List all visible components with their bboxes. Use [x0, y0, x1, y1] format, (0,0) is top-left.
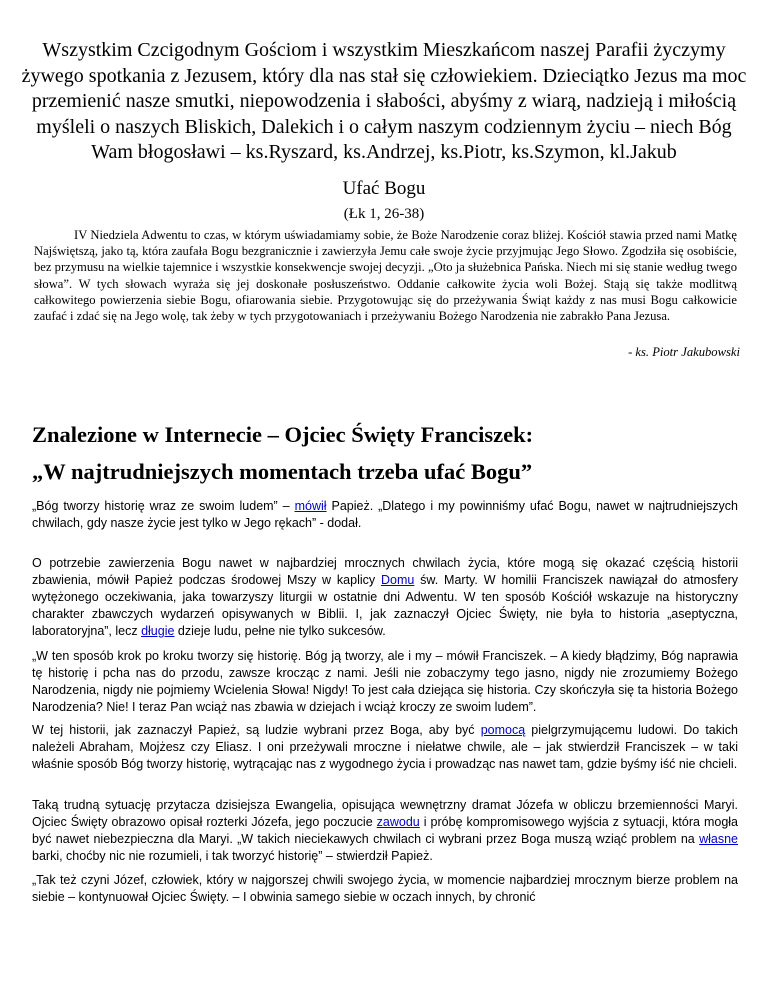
article-paragraph-1	[32, 498, 738, 532]
section-heading: Znalezione w Internecie – Ojciec Święty Franciszek:	[32, 422, 534, 447]
paragraph-text: W tej historii, jak zaznaczył Papież, są ludzie wybrani przez Boga, aby być	[32, 723, 481, 737]
article-paragraph-2	[32, 555, 738, 640]
article-paragraph-3: „W ten sposób krok po kroku tworzy się historię. Bóg ją tworzy, ale i my – mówił Franciszek. – A kiedy błądzimy, Bóg naprawia tę historię i pcha nas do przodu, zawsze krocząc z nami. Jeśli nie zobaczymy tego jasno, nigdy nie zrozumiemy Bożego Narodzenia, nigdy nie pojmiemy Wcielenia Słowa! Nigdy! To jest cała dziejąca się historia. Czy skończyła się ta historia Bożego Narodzenia? Nie! I teraz Pan wciąż nas zbawia w dziejach i wciąż kroczy ze swoim ludem”.	[32, 649, 738, 714]
article-paragraph-4	[32, 722, 738, 773]
link-domu[interactable]: Domu	[380, 573, 415, 587]
gospel-reference: (Łk 1, 26-38)	[343, 206, 425, 222]
paragraph-text: Papież. „Dlatego i my powinniśmy ufać Bogu, nawet w najtrudniejszych chwilach, gdy nasze życie jest tylko w Jego rękach” - dodał.	[32, 499, 738, 530]
reflection-body: IV Niedziela Adwentu to czas, w którym uświadamiamy sobie, że Boże Narodzenie coraz bliżej. Kościół stawia przed nami Matkę Najświętszą, jako tą, która zaufała Bogu bezgranicznie i zawierzyła Jemu całe swoje życie przyjmując Jego Słowo. Zgodziła się osobiście, bez przymusu na wielkie tajemnice i wszystkie konsekwencje swojej decyzji. „Oto ja służebnica Pańska. Niech mi się stanie według twego słowa”. W tych słowach wyraża się jej doskonałe posłuszeństwo. Oddanie całkowite życia woli Bożej. Stają się także modlitwą całkowitego powierzenia siebie Bogu, ofiarowania siebie. Przygotowując się do przeżywania Świąt każdy z nas musi Bogu całkowicie zaufać i zdać się na Jego wolę, tak żeby w tych przygotowaniach i przeżywaniu Bożego Narodzenia nie zabrakło Pana Jezusa.	[34, 228, 737, 324]
paragraph-text: dzieje ludu, pełne nie tylko sukcesów.	[174, 624, 386, 638]
link-zawodu[interactable]: zawodu	[376, 815, 420, 829]
link-wlasne[interactable]: własne	[699, 832, 738, 846]
article-title: „W najtrudniejszych momentach trzeba ufać Bogu”	[32, 459, 533, 484]
paragraph-text: św. Marty. W homilii Franciszek nawiązał do atmosfery wytężonego oczekiwania, jaka towarzyszy liturgii w ostatnie dni Adwentu. W ten sposób Kościół wskazuje na historyczny charakter zbawczych wydarzeń opisywanych w Biblii. I, jak zaznaczył Ojciec Święty, nie była to historia „aseptyczna, laboratoryjna”, lecz	[32, 573, 738, 638]
christmas-greeting: Wszystkim Czcigodnym Gościom i wszystkim Mieszkańcom naszej Parafii życzymy żywego spotkania z Jezusem, który dla nas stał się człowiekiem. Dzieciątko Jezus ma moc przemienić nasze smutki, niepowodzenia i słabości, abyśmy z wiarą, nadzieją i miłością myśleli o naszych Bliskich, Dalekich i o całym naszym codziennym życiu – niech Bóg Wam błogosławi – ks.Ryszard, ks.Andrzej, ks.Piotr, ks.Szymon, kl.Jakub	[21, 39, 747, 163]
link-mowil[interactable]: mówił	[294, 499, 327, 513]
link-dlugie[interactable]: długie	[141, 624, 175, 638]
paragraph-text: Taką trudną sytuację przytacza dzisiejsza Ewangelia, opisująca wewnętrzny dramat Józefa w obliczu brzemienności Maryi. Ojciec Święty obrazowo opisał rozterki Józefa, jego poczucie	[32, 798, 738, 829]
paragraph-text: barki, choćby nic nie rozumieli, i tak tworzyć historię” – stwierdził Papież.	[32, 849, 433, 863]
paragraph-text: pielgrzymującemu ludowi. Do takich należeli Abraham, Mojżesz czy Eliasz. I oni przeżywali mroczne i niełatwe chwile, ale – jak stwierdził Franciszek – w taki właśnie sposób Bóg tworzy historię, wytrącając nas z wygodnego życia i prowadząc nas nawet tam, gdzie byśmy iść nie chcieli.	[32, 723, 738, 771]
paragraph-text: „Bóg tworzy historię wraz ze swoim ludem” –	[32, 499, 295, 513]
article-paragraph-5	[32, 797, 738, 865]
article-paragraph-6: „Tak też czyni Józef, człowiek, który w najgorszej chwili swojego życia, w momencie najbardziej mrocznym bierze problem na siebie – kontynuował Ojciec Święty. – I obwinia samego siebie w oczach innych, by chronić	[32, 873, 738, 904]
paragraph-text: O potrzebie zawierzenia Bogu nawet w najbardziej mrocznych chwilach życia, które mogą się okazać częścią historii zbawienia, mówił Papież podczas środowej Mszy w kaplicy	[32, 556, 738, 587]
paragraph-text: i próbę kompromisowego wyjścia z sytuacji, która mogła być nawet niebezpieczna dla Maryi. „W takich nieciekawych chwilach ci wybrani przez Boga muszą wziąć problem na	[32, 815, 738, 846]
link-pomoca[interactable]: pomocą	[480, 723, 526, 737]
reflection-signature: - ks. Piotr Jakubowski	[628, 345, 740, 359]
reflection-title: Ufać Bogu	[342, 178, 426, 199]
